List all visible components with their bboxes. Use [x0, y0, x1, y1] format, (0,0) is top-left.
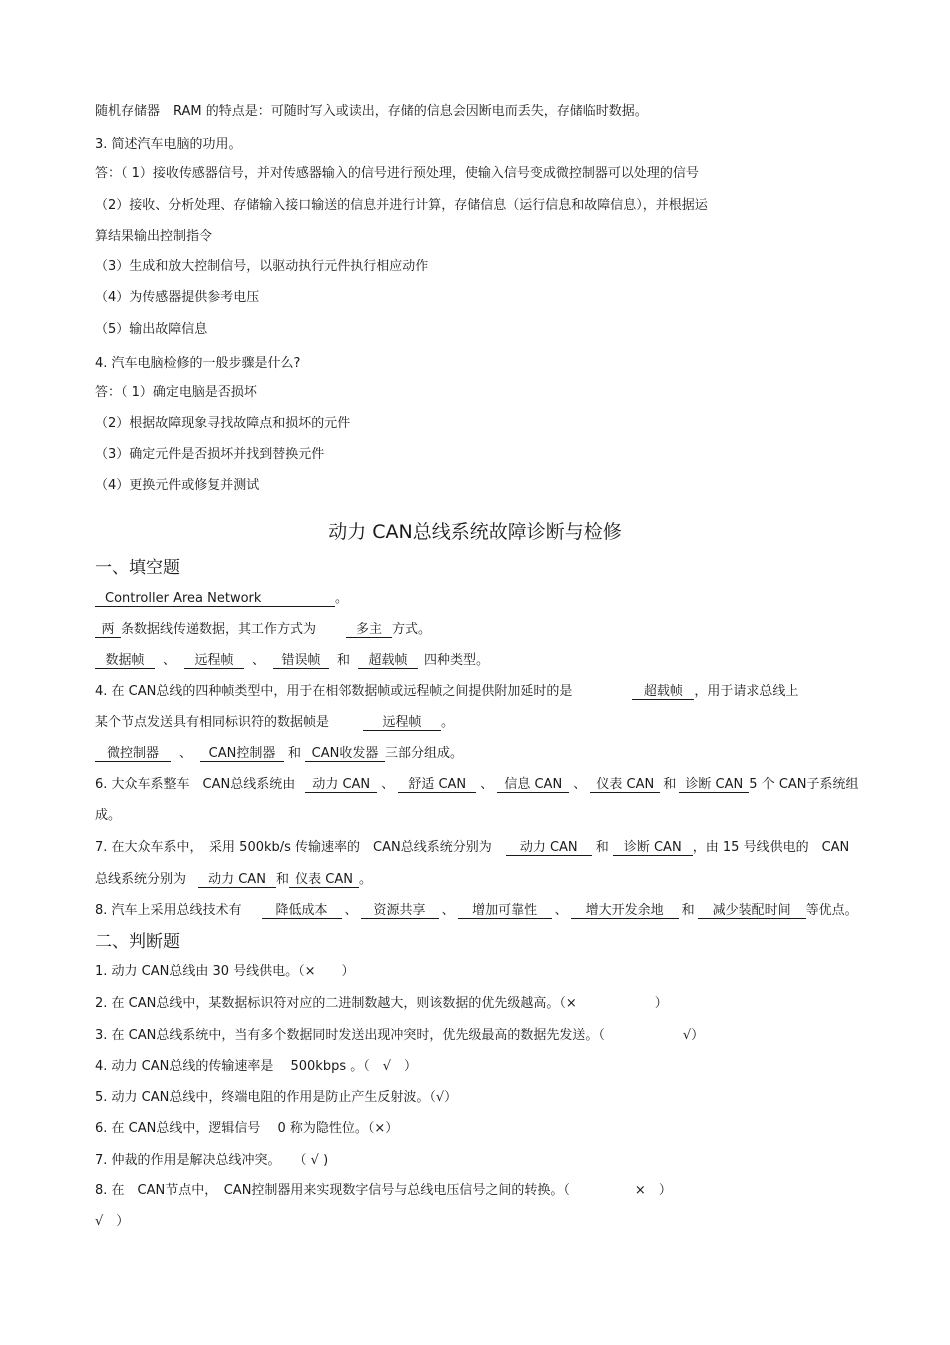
blank: 资源共享 [361, 903, 439, 919]
text: 、 [163, 653, 177, 668]
blank: 舒适 CAN [398, 777, 476, 793]
text: 和 [663, 777, 677, 792]
text: 。 [335, 591, 349, 606]
blank: Controller Area Network [95, 591, 335, 607]
blank: 多主 [346, 622, 392, 638]
question-4: 4. 汽车电脑检修的一般步骤是什么? [95, 356, 301, 371]
text: 。 [441, 715, 455, 730]
answer-3-item-3: （3）生成和放大控制信号，以驱动执行元件执行相应动作 [95, 259, 429, 274]
text: 和 [276, 872, 290, 887]
judge-item: √ ） [95, 1214, 130, 1229]
text: 方式。 [392, 622, 432, 637]
fill-line-7 [95, 840, 849, 856]
blank: 错误帧 [273, 653, 329, 669]
blank: 远程帧 [184, 653, 244, 669]
blank: 诊断 CAN [613, 840, 693, 856]
blank: 仪表 CAN [289, 872, 359, 888]
blank: 动力 CAN [506, 840, 592, 856]
blank: CAN控制器 [200, 746, 284, 762]
blank: 减少装配时间 [698, 903, 806, 919]
text: ，由 15 号线供电的 CAN [692, 840, 850, 855]
answer-4-item-2: （2）根据故障现象寻找故障点和损坏的元件 [95, 416, 351, 431]
text: 。 [359, 872, 373, 887]
text: 、 [179, 746, 193, 761]
text: 、 [480, 777, 494, 792]
blank: 数据帧 [95, 653, 155, 669]
judge-item: 6. 在 CAN总线中，逻辑信号 0 称为隐性位。（×） [95, 1121, 399, 1136]
answer-3-item-2: （2）接收、分析处理、存储输入接口输送的信息并进行计算，存储信息（运行信息和故障信息），并根据运 [95, 198, 708, 213]
text: 4. 在 CAN总线的四种帧类型中，用于在相邻数据帧或远程帧之间提供附加延时的是 [95, 684, 573, 699]
judge-item: 7. 仲裁的作用是解决总线冲突。 （ √ ) [95, 1153, 329, 1168]
answer-4-item-4: （4）更换元件或修复并测试 [95, 478, 260, 493]
text: ，用于请求总线上 [694, 684, 799, 699]
blank: 超载帧 [358, 653, 418, 669]
judge-item: 3. 在 CAN总线系统中，当有多个数据同时发送出现冲突时，优先级最高的数据先发送。（ √） [95, 1028, 705, 1043]
blank: 诊断 CAN [679, 777, 749, 793]
blank: 超载帧 [632, 684, 694, 700]
text: 等优点。 [805, 903, 858, 918]
fill-line-5 [95, 746, 463, 762]
blank: 远程帧 [363, 715, 441, 731]
fill-line-6 [95, 777, 859, 793]
blank: 仪表 CAN [590, 777, 660, 793]
text: 、 [441, 903, 455, 918]
fill-blank-heading: 一、填空题 [95, 558, 180, 578]
text: 、 [344, 903, 358, 918]
text: 5 个 CAN子系统组 [749, 777, 859, 792]
answer-3-item-4: （4）为传感器提供参考电压 [95, 290, 260, 305]
text: 和 [337, 653, 351, 668]
fill-line-4 [95, 684, 798, 700]
text: 某个节点发送具有相同标识符的数据帧是 [95, 715, 330, 730]
fill-line-1 [95, 591, 348, 607]
blank: 动力 CAN [305, 777, 377, 793]
judge-item: 8. 在 CAN节点中， CAN控制器用来实现数字信号与总线电压信号之间的转换。（ × ） [95, 1183, 672, 1198]
blank: 信息 CAN [497, 777, 569, 793]
text: 7. 在大众车系中， 采用 500kb/s 传输速率的 CAN总线系统分别为 [95, 840, 492, 855]
answer-3-item-5: （5）输出故障信息 [95, 322, 208, 337]
ram-description: 随机存储器 RAM 的特点是：可随时写入或读出，存储的信息会因断电而丢失，存储临时数据。 [95, 104, 648, 119]
answer-3-item-2-cont: 算结果输出控制指令 [95, 229, 213, 244]
text: 、 [252, 653, 266, 668]
judge-item: 1. 动力 CAN总线由 30 号线供电。（× ） [95, 964, 355, 979]
section-title: 动力 CAN总线系统故障诊断与检修 [328, 521, 622, 543]
answer-4-item-1: 答：（ 1）确定电脑是否损坏 [95, 385, 257, 400]
judge-item: 5. 动力 CAN总线中，终端电阻的作用是防止产生反射波。（√） [95, 1090, 458, 1105]
blank: 两 [95, 622, 121, 638]
text: 三部分组成。 [385, 746, 464, 761]
blank: 增大开发余地 [571, 903, 679, 919]
text: 四种类型。 [424, 653, 490, 668]
blank: CAN收发器 [305, 746, 385, 762]
blank: 微控制器 [95, 746, 171, 762]
question-3: 3. 简述汽车电脑的功用。 [95, 137, 242, 152]
text: 条数据线传递数据，其工作方式为 [121, 622, 317, 637]
blank: 动力 CAN [198, 872, 276, 888]
blank: 增加可靠性 [458, 903, 552, 919]
answer-4-item-3: （3）确定元件是否损坏并找到替换元件 [95, 447, 325, 462]
text: 和 [288, 746, 302, 761]
fill-line-3 [95, 653, 489, 669]
judge-heading: 二、判断题 [95, 932, 180, 952]
answer-3-item-1: 答：（ 1）接收传感器信号，并对传感器输入的信号进行预处理，使输入信号变成微控制器可以处理的信号 [95, 166, 699, 181]
text: 、 [554, 903, 568, 918]
fill-line-2 [95, 622, 431, 638]
text: 、 [573, 777, 587, 792]
judge-item: 2. 在 CAN总线中，某数据标识符对应的二进制数越大，则该数据的优先级越高。（× ） [95, 996, 668, 1011]
fill-line-4b [95, 715, 454, 731]
text: 6. 大众车系整车 CAN总线系统由 [95, 777, 296, 792]
blank: 降低成本 [262, 903, 342, 919]
fill-line-8 [95, 903, 858, 919]
fill-line-7b [95, 872, 372, 888]
text: 和 [681, 903, 695, 918]
text: 8. 汽车上采用总线技术有 [95, 903, 242, 918]
text: 总线系统分别为 [95, 872, 187, 887]
text: 、 [381, 777, 395, 792]
fill-line-6b: 成。 [95, 808, 122, 823]
judge-item: 4. 动力 CAN总线的传输速率是 500kbps 。（ √ ） [95, 1059, 418, 1074]
text: 和 [595, 840, 609, 855]
